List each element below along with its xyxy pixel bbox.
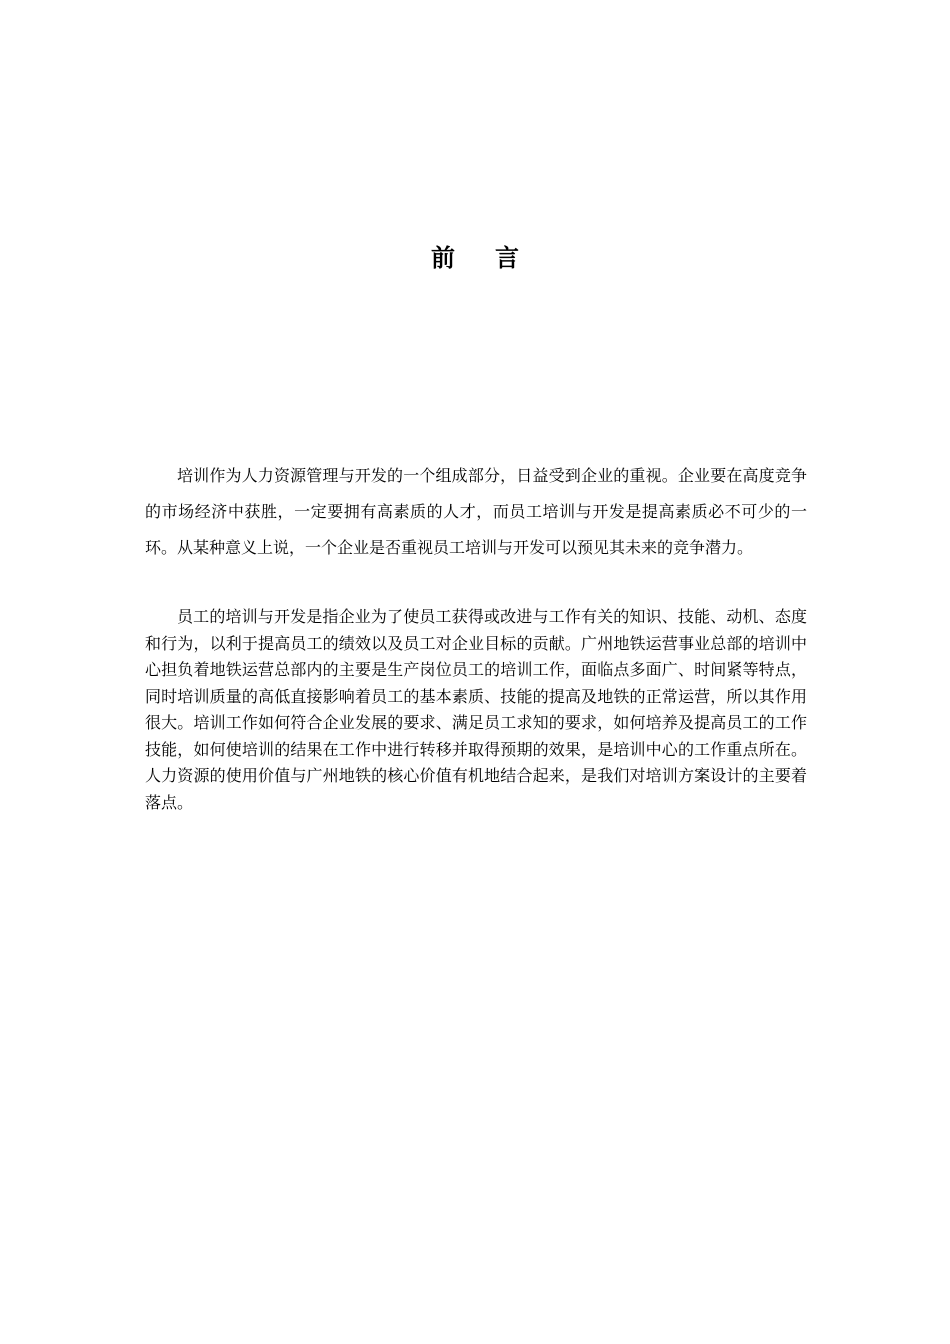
paragraph-1: 培训作为人力资源管理与开发的一个组成部分，日益受到企业的重视。企业要在高度竞争的市场经济中获胜，一定要拥有高素质的人才，而员工培训与开发是提高素质必不可少的一环。从某种意义上说，一个企业是否重视员工培训与开发可以预见其未来的竞争潜力。 (145, 466, 807, 557)
page-title: 前言 (431, 243, 559, 272)
paragraph-2: 员工的培训与开发是指企业为了使员工获得或改进与工作有关的知识、技能、动机、态度和行为，以利于提高员工的绩效以及员工对企业目标的贡献。广州地铁运营事业总部的培训中心担负着地铁运营总部内的主要是生产岗位员工的培训工作，面临点多面广、时间紧等特点，同时培训质量的高低直接影响着员工的基本素质、技能的提高及地铁的正常运营，所以其作用很大。培训工作如何符合企业发展的要求、满足员工求知的要求，如何培养及提高员工的工作技能，如何使培训的结果在工作中进行转移并取得预期的效果，是培训中心的工作重点所在。人力资源的使用价值与广州地铁的核心价值有机地结合起来，是我们对培训方案设计的主要着落点。 (145, 607, 807, 812)
